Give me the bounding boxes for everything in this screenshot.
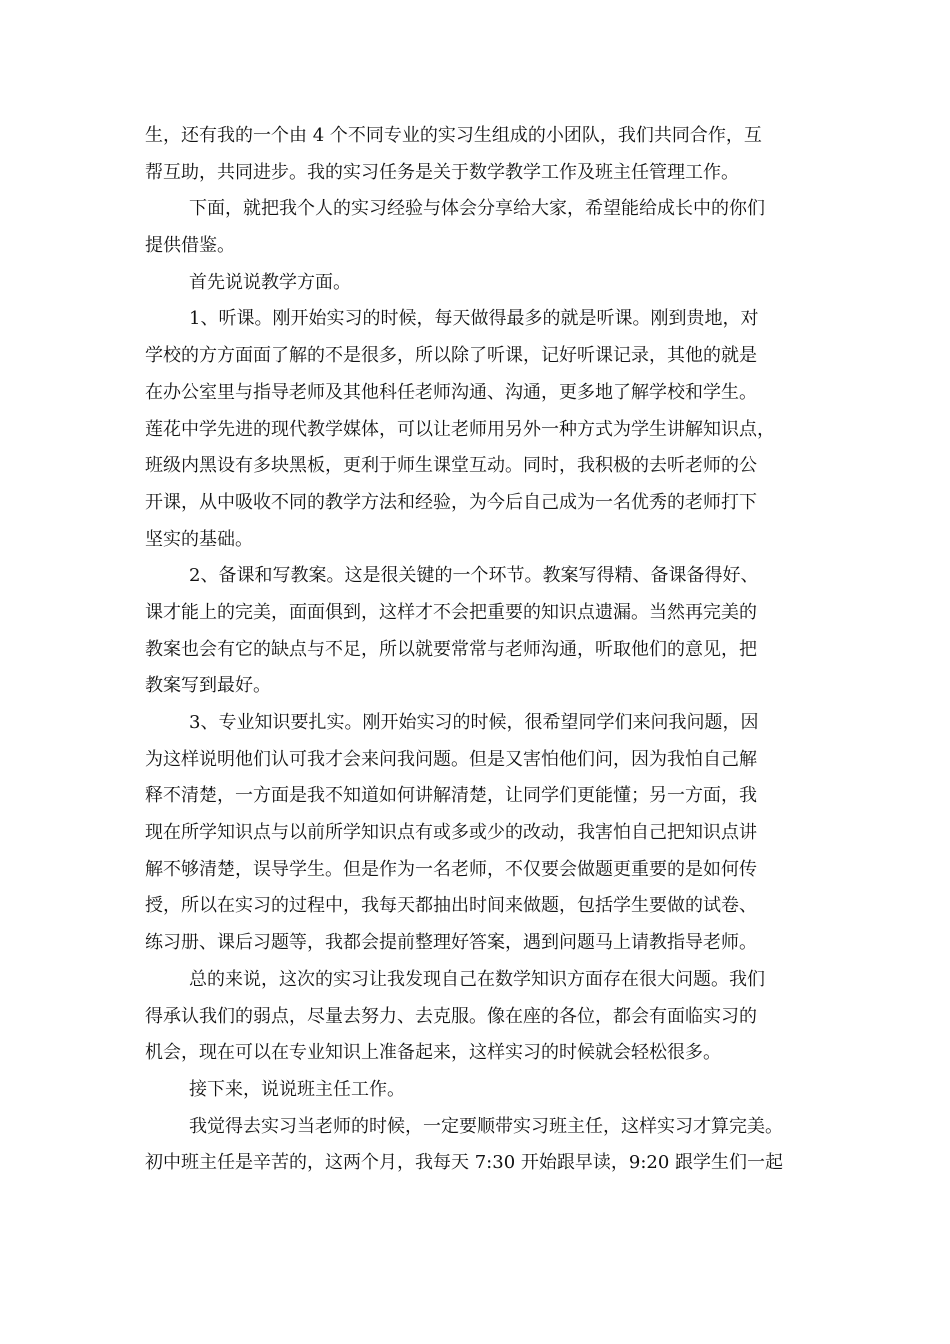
text-line: 帮互助，共同进步。我的实习任务是关于数学教学工作及班主任管理工作。 xyxy=(145,161,739,183)
text-line: 坚实的基础。 xyxy=(145,528,253,550)
text-line: 练习册、课后习题等，我都会提前整理好答案，遇到问题马上请教指导老师。 xyxy=(145,932,757,954)
document-body xyxy=(145,118,825,1182)
text-line: 为这样说明他们认可我才会来问我问题。但是又害怕他们问，因为我怕自己解 xyxy=(145,748,757,770)
text-line: 3、专业知识要扎实。刚开始实习的时候，很希望同学们来问我问题，因 xyxy=(189,712,759,733)
text-line: 接下来，说说班主任工作。 xyxy=(189,1078,405,1100)
text-line: 教案写到最好。 xyxy=(145,675,271,697)
text-line: 学校的方方面面了解的不是很多，所以除了听课，记好听课记录，其他的就是 xyxy=(145,345,757,367)
text-line: 初中班主任是辛苦的，这两个月，我每天 7:30 开始跟早读，9:20 跟学生们一起 xyxy=(145,1152,784,1174)
text-line: 提供借鉴。 xyxy=(145,235,235,257)
text-line: 释不清楚，一方面是我不知道如何讲解清楚，让同学们更能懂；另一方面，我 xyxy=(145,785,757,807)
text-line: 在办公室里与指导老师及其他科任老师沟通、沟通，更多地了解学校和学生。 xyxy=(145,381,757,403)
text-line: 授，所以在实习的过程中，我每天都抽出时间来做题，包括学生要做的试卷、 xyxy=(145,895,757,917)
text-line: 生，还有我的一个由 4 个不同专业的实习生组成的小团队，我们共同合作，互 xyxy=(145,125,762,146)
text-line: 我觉得去实习当老师的时候，一定要顺带实习班主任，这样实习才算完美。 xyxy=(189,1115,783,1137)
text-line: 2、备课和写教案。这是很关键的一个环节。教案写得精、备课备得好、 xyxy=(189,565,759,587)
text-line: 教案也会有它的缺点与不足，所以就要常常与老师沟通，听取他们的意见，把 xyxy=(145,638,757,660)
text-line: 首先说说教学方面。 xyxy=(189,271,351,293)
text-line: 下面，就把我个人的实习经验与体会分享给大家，希望能给成长中的你们 xyxy=(189,198,765,220)
text-line: 总的来说，这次的实习让我发现自己在数学知识方面存在很大问题。我们 xyxy=(189,968,765,990)
text-line: 现在所学知识点与以前所学知识点有或多或少的改动，我害怕自己把知识点讲 xyxy=(145,822,757,844)
text-line: 得承认我们的弱点，尽量去努力、去克服。像在座的各位，都会有面临实习的 xyxy=(145,1005,757,1027)
text-line: 1、听课。刚开始实习的时候，每天做得最多的就是听课。刚到贵地，对 xyxy=(189,308,759,330)
text-line: 机会，现在可以在专业知识上准备起来，这样实习的时候就会轻松很多。 xyxy=(145,1042,721,1064)
text-line: 莲花中学先进的现代教学媒体，可以让老师用另外一种方式为学生讲解知识点， xyxy=(145,418,775,440)
text-line: 开课，从中吸收不同的教学方法和经验，为今后自己成为一名优秀的老师打下 xyxy=(145,491,757,513)
text-line: 班级内黑设有多块黑板，更利于师生课堂互动。同时，我积极的去听老师的公 xyxy=(145,455,757,477)
text-line: 课才能上的完美，面面俱到，这样才不会把重要的知识点遗漏。当然再完美的 xyxy=(145,601,757,623)
text-line: 解不够清楚，误导学生。但是作为一名老师，不仅要会做题更重要的是如何传 xyxy=(145,858,757,880)
